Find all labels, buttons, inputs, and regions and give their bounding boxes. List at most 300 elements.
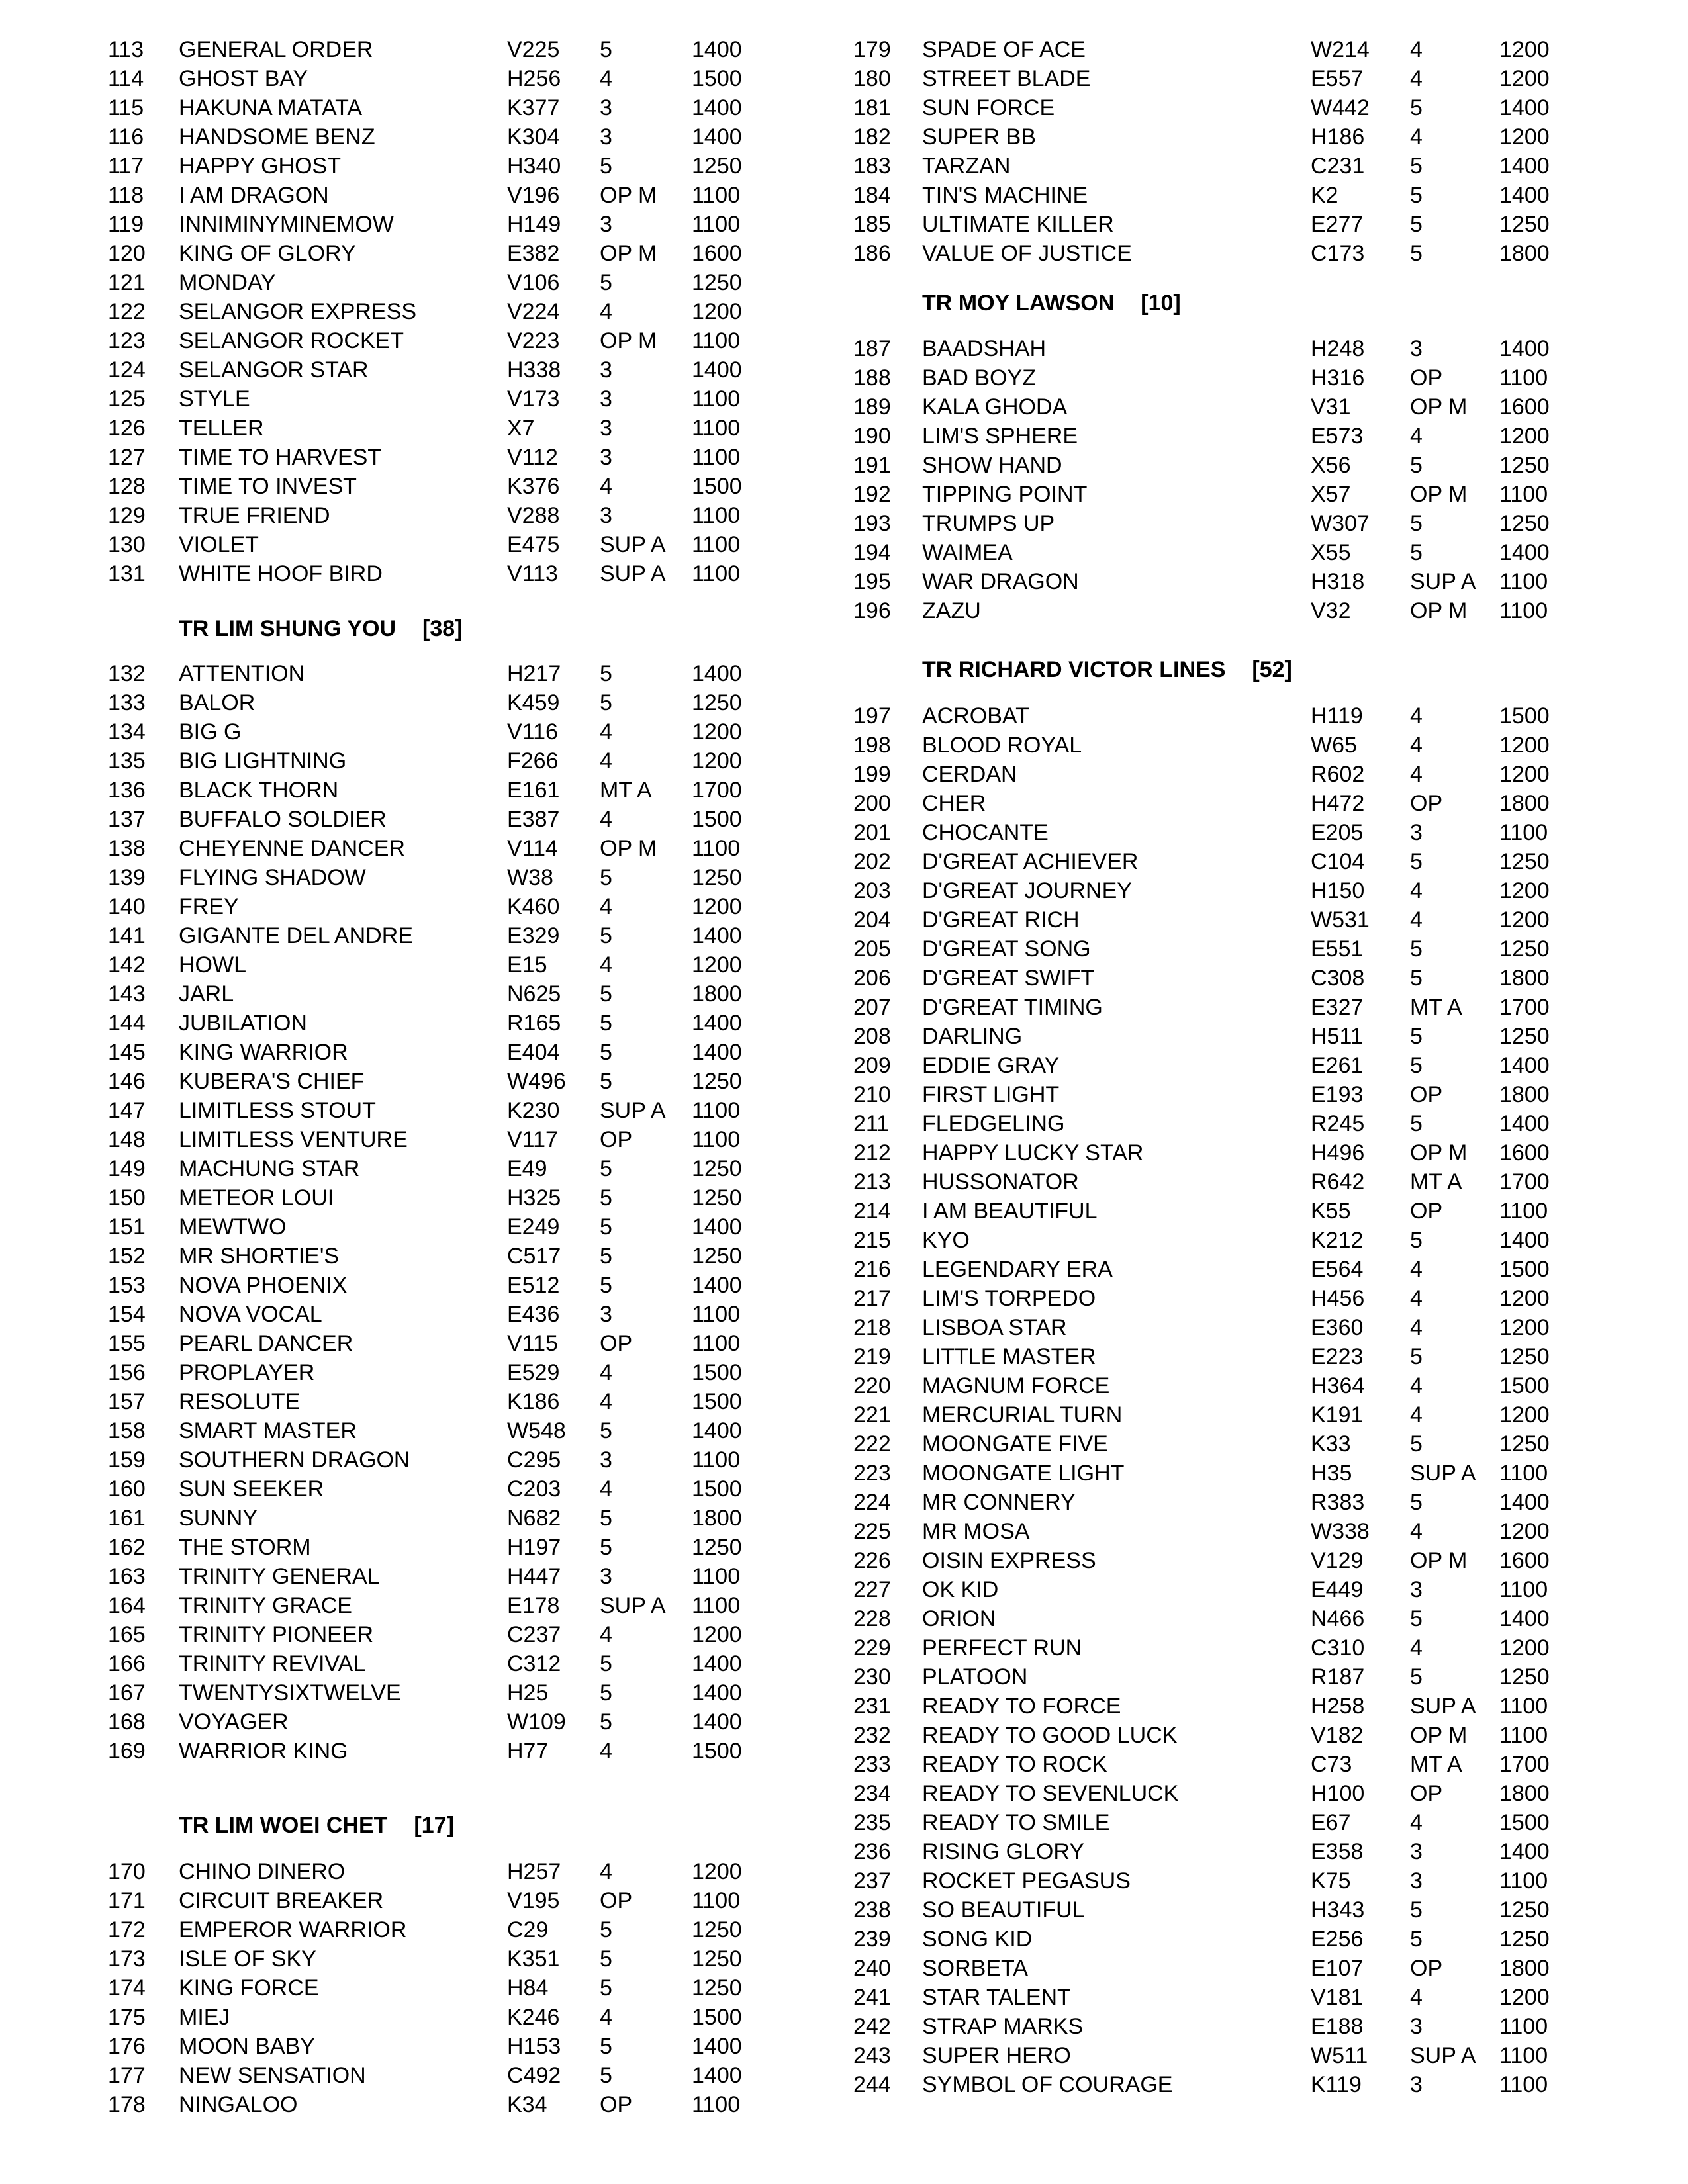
rating-class: 5 [1410,1664,1423,1690]
horse-code: E327 [1311,995,1364,1020]
distance: 1400 [1499,154,1550,179]
entry-number: 220 [853,1373,891,1398]
rating-class: 4 [600,1622,612,1647]
entry-number: 218 [853,1315,891,1340]
horse-name: GENERAL ORDER [179,37,373,62]
entry-number: 235 [853,1810,891,1835]
rating-class: 5 [600,1011,612,1036]
rating-class: 4 [1410,1810,1423,1835]
horse-code: C295 [507,1447,561,1473]
distance: 1600 [1499,394,1550,420]
horse-code: R602 [1311,762,1365,787]
entry-number: 204 [853,907,891,933]
rating-class: 3 [600,357,612,383]
distance: 1400 [692,2063,742,2088]
rating-class: 5 [600,1040,612,1065]
horse-code: N625 [507,981,561,1007]
rating-class: 3 [600,1564,612,1589]
horse-name: VOYAGER [179,1709,289,1735]
rating-class: 5 [600,1156,612,1181]
horse-code: E387 [507,807,560,832]
horse-code: E178 [507,1593,560,1618]
distance: 1200 [1499,878,1550,903]
rating-class: 3 [1410,2072,1423,2097]
rating-class: 4 [600,66,612,91]
entry-number: 211 [853,1111,890,1136]
horse-name: TRUMPS UP [922,511,1055,536]
horse-name: DARLING [922,1024,1023,1049]
rating-class: 3 [600,1447,612,1473]
distance: 1500 [1499,1257,1550,1282]
horse-name: FLEDGELING [922,1111,1065,1136]
horse-code: H338 [507,357,561,383]
entry-number: 170 [108,1859,146,1884]
entry-number: 230 [853,1664,891,1690]
rating-class: OP [1410,1781,1443,1806]
entry-number: 241 [853,1985,891,2010]
distance: 1250 [692,270,742,295]
entry-number: 231 [853,1694,891,1719]
entry-number: 155 [108,1331,146,1356]
entry-number: 156 [108,1360,146,1385]
horse-name: THE STORM [179,1535,311,1560]
distance: 1500 [692,474,742,499]
horse-code: V117 [507,1127,558,1152]
horse-name: VIOLET [179,532,259,557]
distance: 1500 [692,1360,742,1385]
horse-name: D'GREAT TIMING [922,995,1103,1020]
horse-code: N466 [1311,1606,1365,1631]
distance: 1400 [1499,540,1550,565]
horse-code: H258 [1311,1694,1365,1719]
rating-class: OP [1410,1956,1443,1981]
rating-class: 5 [600,1680,612,1706]
horse-code: W511 [1311,2043,1368,2068]
entry-number: 140 [108,894,146,919]
distance: 1200 [1499,1286,1550,1311]
distance: 1100 [1499,1694,1548,1719]
rating-class: 4 [1410,1519,1423,1544]
rating-class: 5 [600,1069,612,1094]
horse-name: BIG LIGHTNING [179,749,347,774]
horse-code: E107 [1311,1956,1364,1981]
trainer-heading [179,614,463,643]
rating-class: 5 [1410,1927,1423,1952]
rating-class: 4 [1410,1315,1423,1340]
horse-name: SO BEAUTIFUL [922,1897,1085,1923]
distance: 1700 [1499,1752,1550,1777]
horse-code: E193 [1311,1082,1364,1107]
horse-name: CHEYENNE DANCER [179,836,405,861]
distance: 1800 [1499,966,1550,991]
distance: 1250 [1499,453,1550,478]
horse-name: STAR TALENT [922,1985,1071,2010]
horse-name: READY TO FORCE [922,1694,1121,1719]
entry-number: 213 [853,1169,891,1195]
entry-number: 142 [108,952,146,978]
entry-number: 134 [108,719,146,745]
horse-code: C237 [507,1622,561,1647]
rating-class: 3 [600,503,612,528]
rating-class: 5 [600,1214,612,1240]
rating-class: 5 [1410,1024,1423,1049]
rating-class: 3 [600,387,612,412]
rating-class: 4 [600,1477,612,1502]
entry-number: 240 [853,1956,891,1981]
horse-name: HAKUNA MATATA [179,95,363,120]
distance: 1400 [692,1273,742,1298]
horse-code: K460 [507,894,560,919]
horse-code: K34 [507,2092,547,2117]
entry-number: 242 [853,2014,891,2039]
horse-name: KING FORCE [179,1976,319,2001]
entry-number: 233 [853,1752,891,1777]
horse-name: MONDAY [179,270,276,295]
distance: 1250 [1499,212,1550,237]
rating-class: SUP A [1410,1694,1476,1719]
rating-class: 5 [1410,1897,1423,1923]
distance: 1250 [1499,511,1550,536]
entry-number: 169 [108,1739,146,1764]
horse-code: K377 [507,95,560,120]
rating-class: 3 [600,95,612,120]
horse-code: K55 [1311,1199,1351,1224]
rating-class: 4 [1410,1635,1423,1661]
entry-number: 223 [853,1461,891,1486]
rating-class: OP M [1410,1140,1468,1165]
distance: 1200 [1499,733,1550,758]
rating-class: 5 [1410,511,1423,536]
horse-code: E256 [1311,1927,1364,1952]
entry-number: 244 [853,2072,891,2097]
rating-class: OP [600,2092,633,2117]
distance: 1500 [1499,704,1550,729]
entry-number: 206 [853,966,891,991]
distance: 1400 [1499,1606,1550,1631]
entry-number: 179 [853,37,891,62]
rating-class: 5 [600,1946,612,1972]
rating-class: 3 [1410,2014,1423,2039]
distance: 1100 [1499,1723,1548,1748]
distance: 1100 [692,212,741,237]
rating-class: 5 [1410,1228,1423,1253]
distance: 1250 [692,1244,742,1269]
horse-name: D'GREAT ACHIEVER [922,849,1139,874]
horse-name: TIN'S MACHINE [922,183,1088,208]
distance: 1100 [692,1331,741,1356]
horse-name: SUNNY [179,1506,258,1531]
horse-code: E161 [507,778,560,803]
horse-code: R642 [1311,1169,1365,1195]
horse-code: H149 [507,212,561,237]
entry-number: 186 [853,241,891,266]
entry-number: 152 [108,1244,146,1269]
distance: 1800 [1499,241,1550,266]
distance: 1100 [692,503,741,528]
horse-name: TIME TO INVEST [179,474,357,499]
horse-code: K246 [507,2005,560,2030]
horse-name: ATTENTION [179,661,305,686]
entry-number: 190 [853,424,891,449]
horse-name: BUFFALO SOLDIER [179,807,387,832]
rating-class: 4 [1410,1985,1423,2010]
entry-number: 208 [853,1024,891,1049]
distance: 1600 [1499,1548,1550,1573]
horse-name: CERDAN [922,762,1017,787]
distance: 1100 [1499,365,1548,390]
rating-class: 4 [1410,1373,1423,1398]
horse-name: READY TO SMILE [922,1810,1110,1835]
horse-code: K304 [507,124,560,150]
rating-class: 4 [1410,424,1423,449]
distance: 1500 [1499,1810,1550,1835]
horse-code: R165 [507,1011,561,1036]
horse-code: E277 [1311,212,1364,237]
horse-name: SOUTHERN DRAGON [179,1447,410,1473]
entry-number: 130 [108,532,146,557]
distance: 1100 [1499,482,1548,507]
horse-name: BAD BOYZ [922,365,1036,390]
horse-code: H340 [507,154,561,179]
horse-code: V182 [1311,1723,1364,1748]
horse-code: E249 [507,1214,560,1240]
rating-class: OP M [1410,394,1468,420]
horse-name: SELANGOR STAR [179,357,369,383]
distance: 1250 [692,865,742,890]
horse-name: READY TO GOOD LUCK [922,1723,1178,1748]
horse-code: V115 [507,1331,558,1356]
rating-class: MT A [1410,995,1462,1020]
horse-code: H197 [507,1535,561,1560]
entry-number: 124 [108,357,146,383]
distance: 1500 [692,1477,742,1502]
horse-name: LIMITLESS STOUT [179,1098,376,1123]
horse-name: CHOCANTE [922,820,1049,845]
rating-class: 4 [1410,907,1423,933]
entry-number: 164 [108,1593,146,1618]
horse-name: RESOLUTE [179,1389,301,1414]
horse-name: LITTLE MASTER [922,1344,1096,1369]
rating-class: 5 [600,661,612,686]
rating-class: 5 [1410,1344,1423,1369]
horse-code: R245 [1311,1111,1365,1136]
horse-name: CHER [922,791,986,816]
horse-code: H511 [1311,1024,1363,1049]
entry-number: 135 [108,749,146,774]
distance: 1200 [1499,907,1550,933]
horse-name: METEOR LOUI [179,1185,334,1210]
horse-name: GHOST BAY [179,66,308,91]
entry-number: 215 [853,1228,891,1253]
distance: 1250 [692,1976,742,2001]
horse-name: MR CONNERY [922,1490,1076,1515]
rating-class: OP [1410,1082,1443,1107]
entry-number: 125 [108,387,146,412]
horse-code: C73 [1311,1752,1352,1777]
rating-class: 4 [600,1360,612,1385]
horse-name: SELANGOR EXPRESS [179,299,417,324]
entry-number: 216 [853,1257,891,1282]
distance: 1200 [1499,1402,1550,1428]
horse-name: JUBILATION [179,1011,307,1036]
distance: 1200 [692,719,742,745]
distance: 1400 [692,2034,742,2059]
entry-number: 151 [108,1214,146,1240]
horse-name: D'GREAT SONG [922,936,1091,962]
horse-code: C517 [507,1244,561,1269]
distance: 1250 [692,1185,742,1210]
entry-number: 182 [853,124,891,150]
distance: 1250 [692,1535,742,1560]
horse-name: WAR DRAGON [922,569,1079,594]
horse-name: HOWL [179,952,246,978]
distance: 1200 [692,1622,742,1647]
horse-name: READY TO SEVENLUCK [922,1781,1179,1806]
rating-class: 4 [1410,704,1423,729]
entry-number: 207 [853,995,891,1020]
horse-name: WHITE HOOF BIRD [179,561,383,586]
rating-class: 5 [1410,966,1423,991]
horse-code: H456 [1311,1286,1365,1311]
trainer-heading [922,289,1181,318]
rating-class: 4 [600,807,612,832]
entry-number: 196 [853,598,891,623]
rating-class: OP M [1410,1548,1468,1573]
rating-class: OP M [1410,598,1468,623]
distance: 1100 [1499,1199,1548,1224]
rating-class: 5 [600,270,612,295]
horse-code: W109 [507,1709,566,1735]
entry-number: 139 [108,865,146,890]
entry-number: 239 [853,1927,891,1952]
horse-code: R383 [1311,1490,1365,1515]
distance: 1100 [1499,1461,1548,1486]
distance: 1200 [692,952,742,978]
distance: 1100 [1499,2043,1548,2068]
entry-number: 122 [108,299,146,324]
entry-number: 210 [853,1082,891,1107]
distance: 1100 [692,1447,741,1473]
distance: 1100 [692,1564,741,1589]
horse-code: W531 [1311,907,1370,933]
distance: 1400 [692,1651,742,1676]
horse-name: BLOOD ROYAL [922,733,1082,758]
horse-code: E436 [507,1302,560,1327]
distance: 1100 [692,561,741,586]
runner-count: [52] [1252,657,1292,682]
horse-name: SONG KID [922,1927,1033,1952]
entry-number: 138 [108,836,146,861]
horse-name: MR SHORTIE'S [179,1244,340,1269]
distance: 1500 [692,807,742,832]
runner-count: [10] [1141,291,1181,316]
distance: 1100 [1499,2072,1548,2097]
entry-number: 136 [108,778,146,803]
entry-number: 160 [108,1477,146,1502]
horse-name: ZAZU [922,598,981,623]
entry-number: 116 [108,124,144,150]
horse-code: E557 [1311,66,1364,91]
horse-code: E223 [1311,1344,1364,1369]
horse-code: V195 [507,1888,560,1913]
entry-number: 144 [108,1011,146,1036]
distance: 1600 [1499,1140,1550,1165]
horse-name: MAGNUM FORCE [922,1373,1110,1398]
rating-class: MT A [1410,1752,1462,1777]
entry-number: 192 [853,482,891,507]
horse-name: TRINITY REVIVAL [179,1651,366,1676]
entry-number: 219 [853,1344,891,1369]
horse-code: V288 [507,503,560,528]
distance: 1250 [692,690,742,715]
horse-name: BALOR [179,690,256,715]
horse-name: KYO [922,1228,970,1253]
horse-name: D'GREAT SWIFT [922,966,1095,991]
distance: 1400 [1499,1490,1550,1515]
rating-class: 3 [600,1302,612,1327]
rating-class: 5 [1410,212,1423,237]
horse-name: OK KID [922,1577,999,1602]
horse-code: E475 [507,532,560,557]
entry-number: 212 [853,1140,891,1165]
horse-code: H343 [1311,1897,1365,1923]
horse-code: E564 [1311,1257,1364,1282]
horse-name: STREET BLADE [922,66,1091,91]
horse-code: H153 [507,2034,561,2059]
horse-code: V112 [507,445,558,470]
horse-name: TRINITY PIONEER [179,1622,374,1647]
horse-code: H248 [1311,336,1365,361]
trainer-name: TR LIM SHUNG YOU [179,616,397,641]
rating-class: 4 [1410,733,1423,758]
distance: 1100 [692,183,741,208]
horse-code: V224 [507,299,560,324]
horse-name: FIRST LIGHT [922,1082,1060,1107]
rating-class: 5 [1410,1490,1423,1515]
rating-class: OP M [600,241,657,266]
horse-code: X7 [507,416,535,441]
entry-number: 167 [108,1680,146,1706]
horse-code: K351 [507,1946,560,1972]
horse-code: N682 [507,1506,561,1531]
distance: 1100 [692,1302,741,1327]
rating-class: 5 [1410,1053,1423,1078]
horse-name: TRINITY GRACE [179,1593,352,1618]
rating-class: 3 [1410,1577,1423,1602]
rating-class: 3 [600,212,612,237]
distance: 1100 [692,532,741,557]
distance: 1200 [1499,424,1550,449]
distance: 1100 [692,416,741,441]
rating-class: 4 [600,474,612,499]
distance: 1250 [692,154,742,179]
entry-number: 161 [108,1506,146,1531]
horse-name: SUN SEEKER [179,1477,324,1502]
horse-code: V225 [507,37,560,62]
rating-class: MT A [1410,1169,1462,1195]
entry-number: 228 [853,1606,891,1631]
rating-class: 5 [600,2063,612,2088]
entry-number: 145 [108,1040,146,1065]
distance: 1400 [1499,1228,1550,1253]
rating-class: 4 [1410,762,1423,787]
entry-number: 129 [108,503,146,528]
distance: 1500 [692,2005,742,2030]
horse-code: H256 [507,66,561,91]
horse-code: R187 [1311,1664,1365,1690]
entry-number: 185 [853,212,891,237]
horse-code: H316 [1311,365,1365,390]
